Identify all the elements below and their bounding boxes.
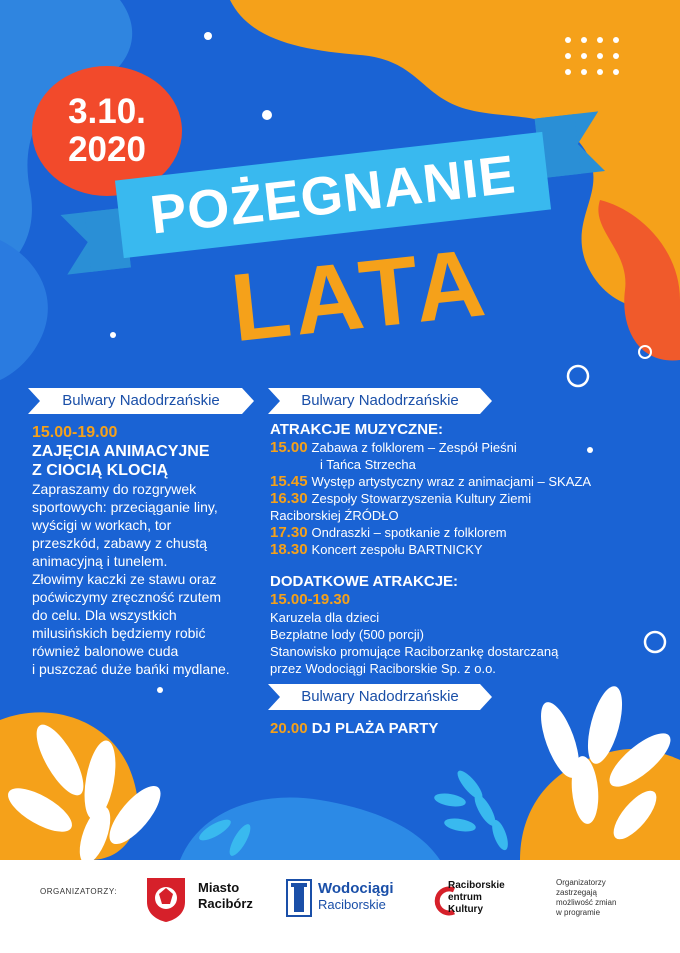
dj-line [270,720,438,737]
org1-line1: Miasto [198,880,240,895]
disclaimer-line-1: Organizatorzy [556,878,606,887]
music-text: Koncert zespołu BARTNICKY [311,542,483,557]
music-row [270,507,670,524]
date-day: 3.10. [68,92,146,131]
disclaimer [556,878,656,918]
left-line-3: wyścigi w workach, tor [32,517,172,533]
extra-line-1: Karuzela dla dzieci [270,610,380,625]
music-text: Zespoły Stowarzyszenia Kultury Ziemi [311,491,532,506]
music-text: Zabawa z folklorem – Zespół Pieśni [311,440,517,455]
wodociagi-tower-icon [285,878,313,918]
dot-2 [110,332,116,338]
disclaimer-line-2: zastrzegają [556,888,597,897]
dot-3 [204,32,212,40]
music-time: 15.00 [270,439,308,456]
left-line-8: do celu. Dla wszystkich [32,607,177,623]
music-row [270,456,670,473]
title-line2: LATA [226,228,494,363]
extra-line-3: Stanowisko promujące Raciborzankę dostarczaną [270,644,559,659]
right-location-tag-1 [280,388,480,414]
music-text: Ondraszki – spotkanie z folklorem [311,525,507,540]
music-time: 17.30 [270,524,308,541]
raciborz-crest-icon [145,876,187,922]
music-row [270,439,670,456]
left-line-4: przeszkód, zabawy z chustą [32,535,208,551]
music-row [270,524,670,541]
left-time: 15.00-19.00 [32,424,118,441]
music-heading: ATRAKCJE MUZYCZNE: [270,421,444,438]
org2-line2: Raciborskie [318,897,386,912]
music-time: 18.30 [270,541,308,558]
rck-logo [432,880,512,920]
disclaimer-line-3: możliwość zmian [556,898,617,907]
right-location-tag-2 [280,684,480,710]
left-heading-2: Z CIOCIĄ KLOCIĄ [32,462,168,479]
org3-line2: entrum [448,892,482,903]
wodociagi-logo [285,878,313,923]
right-column [270,420,670,677]
disclaimer-line-4: w programie [556,908,601,917]
music-row [270,473,670,490]
right-location-text-2: Bulwary Nadodrzańskie [301,688,459,705]
left-line-10: również balonowe cuda [32,643,179,659]
org1-line2: Racibórz [198,896,253,911]
organizers-label: ORGANIZATORZY: [40,887,117,896]
left-line-6: Złowimy kaczki ze stawu oraz [32,571,217,587]
dj-text: DJ PLAŻA PARTY [311,720,439,737]
left-line-11: i puszczać duże bańki mydlane. [32,661,230,677]
bottom-right-orange-blob [520,749,680,860]
ring-1 [568,366,588,386]
music-time: 15.45 [270,473,308,490]
org2-line1: Wodociągi [318,880,394,897]
org2-name [318,880,394,913]
left-heading-1: ZAJĘCIA ANIMACYJNE [32,443,210,460]
dj-time: 20.00 [270,720,308,737]
org3-line1: Raciborskie [448,880,505,891]
left-mid-blob [0,240,48,380]
left-line-5: animacyjną i tunelem. [32,553,168,569]
raciborz-logo [145,876,187,927]
org3-name [448,880,505,916]
extra-line-4: przez Wodociągi Raciborskie Sp. z o.o. [270,661,496,676]
extra-time: 15.00-19.30 [270,591,351,608]
music-row [270,490,670,507]
left-line-9: milusińskich będziemy robić [32,625,206,641]
dot-1 [262,110,272,120]
extra-heading: DODATKOWE ATRAKCJE: [270,573,459,590]
left-line-2: sportowych: przeciąganie liny, [32,499,218,515]
music-text: Występ artystyczny wraz z animacjami – SKAZA [311,474,592,489]
org3-line3: Kultury [448,904,483,915]
music-row [270,541,670,558]
date-year: 2020 [68,130,146,169]
left-column [32,424,262,678]
music-text: Raciborskiej ŹRÓDŁO [270,508,399,523]
left-location-tag [40,388,242,414]
title-line1: POŻEGNANIE [147,144,519,246]
left-line-7: poćwiczymy zręczność rzutem [32,589,222,605]
right-location-text-1: Bulwary Nadodrzańskie [301,392,459,409]
music-text: i Tańca Strzecha [320,457,416,472]
dot-5 [157,687,163,693]
left-line-1: Zapraszamy do rozgrywek [32,481,197,497]
left-location-text: Bulwary Nadodrzańskie [62,392,220,409]
extra-line-2: Bezpłatne lody (500 porcji) [270,627,424,642]
org1-name [198,880,253,912]
music-time: 16.30 [270,490,308,507]
